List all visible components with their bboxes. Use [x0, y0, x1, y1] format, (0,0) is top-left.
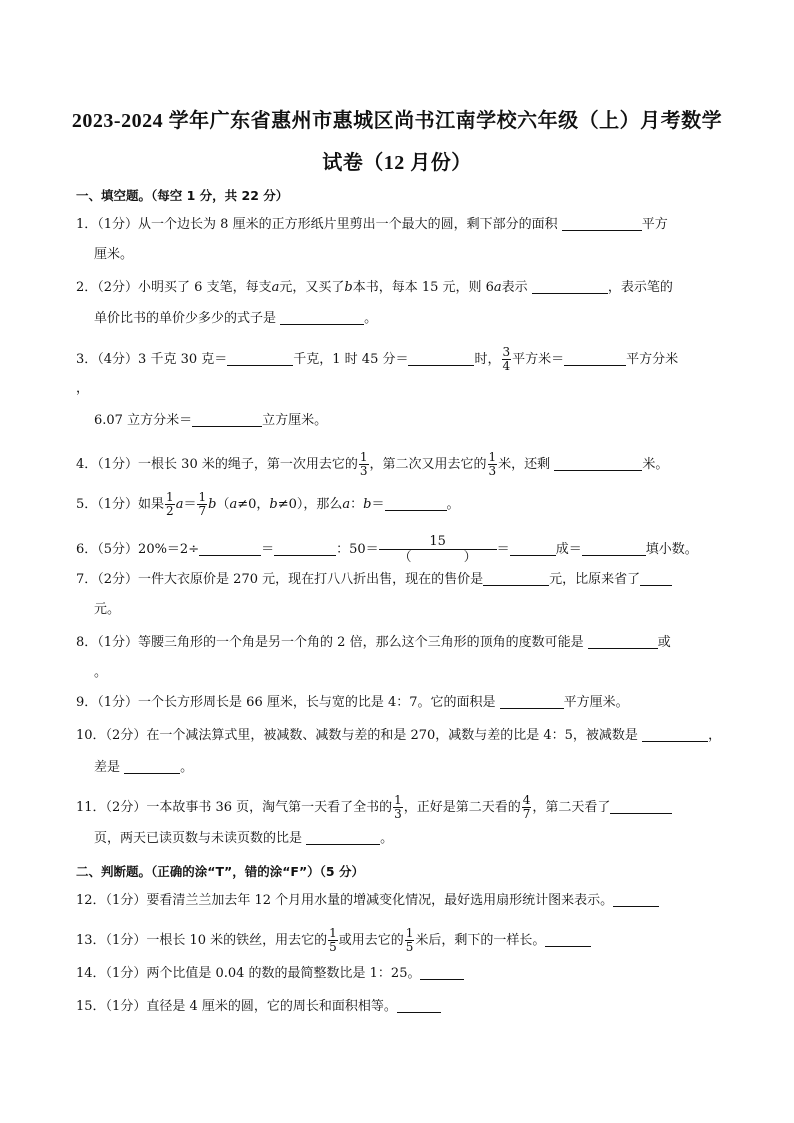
answer-blank[interactable]	[588, 634, 658, 649]
answer-blank[interactable]	[500, 694, 564, 709]
question-1: 1．（1分）从一个边长为 8 厘米的正方形纸片里剪出一个最大的圆，剩下部分的面积 平方	[76, 217, 668, 232]
section-fill-in: 一、填空题。（每空 1 分，共 22 分）	[76, 188, 289, 203]
answer-blank[interactable]	[545, 932, 591, 947]
question-3-comma: ，	[76, 381, 90, 396]
exam-title-line1: 2023-2024 学年广东省惠州市惠城区尚书江南学校六年级（上）月考数学	[71, 110, 723, 132]
answer-blank[interactable]	[280, 310, 364, 325]
question-8: 8．（1分）等腰三角形的一个角是另一个角的 2 倍，那么这个三角形的顶角的度数可能是 或	[76, 635, 671, 650]
question-11-cont: 页，两天已读页数与未读页数的比是 。	[94, 831, 394, 846]
question-15: 15．（1分）直径是 4 厘米的圆，它的周长和面积相等。	[76, 998, 441, 1016]
question-1-cont: 厘米。	[94, 247, 134, 262]
answer-blank[interactable]	[199, 541, 261, 556]
answer-blank[interactable]	[397, 998, 441, 1013]
answer-blank[interactable]	[613, 892, 659, 907]
question-4: 4．（1分）一根长 30 米的绳子，第一次用去它的 $\frac{1}{3}$ ，第二次又用去它的 $\frac{1}{3}$ 米，还剩 米。	[76, 450, 669, 478]
exam-title-line2: 试卷（12 月份）	[322, 152, 472, 174]
answer-blank[interactable]	[385, 496, 447, 511]
answer-blank[interactable]	[192, 412, 262, 427]
question-11: 11．（2分）一本故事书 36 页，淘气第一天看了全书的 $\frac{1}{3}$ ，正好是第二天看的 $\frac{4}{7}$ ，第二天看了	[76, 794, 672, 821]
question-9: 9．（1分）一个长方形周长是 66 厘米，长与宽的比是 4：7。它的面积是 平方厘米。	[76, 695, 629, 710]
question-3-cont: 6.07 立方分米＝ 立方厘米。	[94, 413, 328, 428]
answer-blank[interactable]	[562, 216, 642, 231]
answer-blank[interactable]	[483, 571, 549, 586]
answer-blank[interactable]	[510, 541, 556, 556]
answer-blank[interactable]	[274, 541, 336, 556]
answer-blank[interactable]	[640, 571, 672, 586]
answer-blank[interactable]	[532, 279, 608, 294]
question-8-cont: 。	[94, 665, 108, 680]
question-3: 3．（4分）3 千克 30 克＝ 千克，1 时 45 分＝ 时， $\frac{3}{4}$ 平方米＝ 平方分米	[76, 345, 679, 373]
question-10: 10．（2分）在一个减法算式里，被减数、减数与差的和是 270，减数与差的比是 4：5，被减数是 ，	[76, 728, 722, 743]
answer-blank[interactable]	[306, 830, 380, 845]
question-14: 14．（1分）两个比值是 0.04 的数的最简整数比是 1：25。	[76, 965, 464, 983]
question-10-cont: 差是 。	[94, 760, 194, 775]
question-7-cont: 元。	[94, 602, 121, 617]
question-2: 2．（2分）小明买了 6 支笔，每支a元，又买了b本书，每本 15 元，则 6a表示 ，表示笔的	[76, 280, 673, 295]
fraction: $\frac{15}{( )}$	[379, 534, 497, 565]
answer-blank[interactable]	[582, 541, 646, 556]
question-6: 6．（5分）20%＝2÷ ＝ ：50＝ $\frac{15}{( )}$ ＝ 成＝ 填小数。	[76, 534, 698, 565]
answer-blank[interactable]	[554, 456, 642, 471]
question-12: 12．（1分）要看清兰兰加去年 12 个月用水量的增减变化情况，最好选用扇形统计图来表示。	[76, 892, 659, 910]
section-judge: 二、判断题。（正确的涂“T”，错的涂“F”）（5 分）	[76, 864, 364, 879]
question-5: 5．（1分）如果 $\frac{1}{2}$ a＝ $\frac{1}{7}$ b（a≠0，b≠0），那么a：b＝ 。	[76, 490, 460, 518]
answer-blank[interactable]	[227, 351, 293, 366]
fraction: $\frac{3}{4}$	[502, 345, 511, 373]
question-2-cont: 单价比书的单价少多少的式子是 。	[94, 311, 378, 326]
question-13: 13．（1分）一根长 10 米的铁丝，用去它的 $\frac{1}{5}$ 或用去它的 $\frac{1}{5}$ 米后，剩下的一样长。	[76, 927, 591, 954]
answer-blank[interactable]	[610, 799, 672, 814]
answer-blank[interactable]	[564, 351, 626, 366]
answer-blank[interactable]	[420, 965, 464, 980]
question-7: 7．（2分）一件大衣原价是 270 元，现在打八八折出售，现在的售价是 元，比原来省了	[76, 571, 672, 589]
answer-blank[interactable]	[124, 759, 180, 774]
answer-blank[interactable]	[408, 351, 474, 366]
answer-blank[interactable]	[642, 727, 708, 742]
